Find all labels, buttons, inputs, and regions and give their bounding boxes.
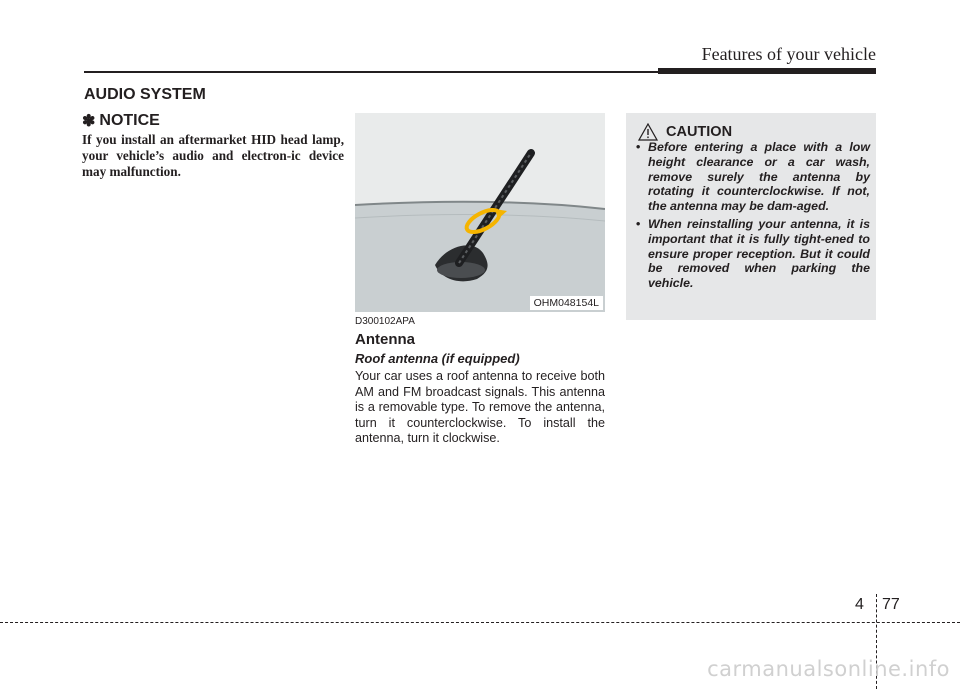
page-number: 77 bbox=[882, 596, 900, 613]
bullet: • bbox=[636, 216, 641, 231]
footer-rule bbox=[0, 622, 960, 623]
caution-label: CAUTION bbox=[666, 124, 733, 140]
caution-item bbox=[634, 217, 870, 291]
caution-item-text: Before entering a place with a low height clearance or a car wash, remove surely the antenna by rotating it counterclockwise. If not, the antenna may be dam-aged. bbox=[648, 140, 870, 214]
caution-list bbox=[634, 140, 870, 294]
header-title: Features of your vehicle bbox=[701, 44, 876, 64]
caution-heading bbox=[638, 123, 732, 141]
header-rule-thick bbox=[658, 68, 876, 74]
notice-text: If you install an aftermarket HID head lamp, your vehicle’s audio and electron-ic device may malfunction. bbox=[82, 132, 344, 179]
antenna-body-text: Your car uses a roof antenna to receive both AM and FM broadcast signals. This antenna is a removable type. To remove the antenna, turn it counterclockwise. To install the antenna, turn it clockwise. bbox=[355, 369, 605, 446]
antenna-photo bbox=[355, 113, 605, 312]
warning-triangle-icon bbox=[638, 123, 658, 141]
header-rule bbox=[84, 71, 664, 73]
caution-box bbox=[626, 113, 876, 320]
figure-code: OHM048154L bbox=[530, 296, 603, 310]
antenna-heading: Antenna bbox=[355, 331, 415, 348]
section-title: AUDIO SYSTEM bbox=[84, 86, 206, 103]
reference-code: D300102APA bbox=[355, 316, 415, 327]
bullet: • bbox=[636, 140, 641, 154]
caution-item bbox=[634, 140, 870, 214]
notice-label: NOTICE bbox=[99, 112, 160, 129]
antenna-subheading: Roof antenna (if equipped) bbox=[355, 351, 520, 366]
notice-heading bbox=[82, 111, 160, 131]
antenna-illustration bbox=[355, 113, 605, 312]
page-chapter: 4 bbox=[855, 596, 864, 613]
caution-item-text: When reinstalling your antenna, it is important that it is fully tight-ened to ensure proper reception. But it could be removed when parking the vehicle. bbox=[648, 216, 870, 291]
watermark: carmanualsonline.info bbox=[707, 657, 950, 681]
notice-star-icon: ✽ bbox=[82, 113, 96, 130]
